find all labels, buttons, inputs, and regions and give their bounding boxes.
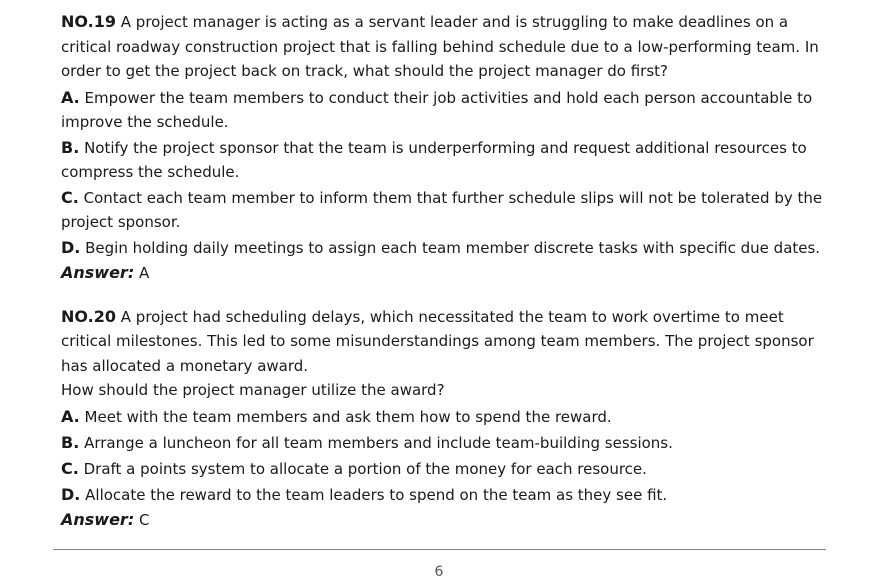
option-text: Notify the project sponsor that the team is underperforming and request additional resources to compress the schedule. — [61, 138, 807, 181]
question-number: NO.19 — [61, 12, 116, 31]
answer-line — [61, 261, 831, 285]
option-letter: B. — [61, 137, 80, 157]
page-number: 6 — [434, 564, 444, 580]
question-text: A project manager is acting as a servant leader and is struggling to make deadlines on a critical roadway construction project that is falling behind schedule due to a low-performing team. In order to get the project back on track, what should the project manager do first? — [61, 13, 819, 80]
option-a — [61, 86, 831, 134]
option-b — [61, 431, 831, 455]
question-stem — [61, 305, 831, 379]
question-text: A project had scheduling delays, which necessitated the team to work overtime to meet critical milestones. This led to some misunderstandings among team members. The project sponsor has allocated a monetary award. — [61, 307, 814, 375]
option-letter: C. — [61, 187, 79, 207]
answer-label: Answer: — [61, 509, 135, 529]
option-c — [61, 457, 831, 481]
option-letter: B. — [61, 432, 80, 452]
option-letter: A. — [61, 87, 80, 107]
document-page — [61, 10, 831, 532]
option-d — [61, 483, 831, 507]
option-letter: C. — [61, 458, 79, 478]
option-letter: D. — [61, 484, 81, 504]
option-text: Contact each team member to inform them that further schedule slips will not be tolerated by the project sponsor. — [61, 188, 823, 231]
option-a — [61, 405, 831, 429]
option-text: Arrange a luncheon for all team members and include team-building sessions. — [84, 433, 673, 452]
option-text: Empower the team members to conduct their job activities and hold each person accountable to improve the schedule. — [61, 88, 813, 131]
option-text: Begin holding daily meetings to assign each team member discrete tasks with specific due dates. — [85, 238, 821, 257]
option-d — [61, 236, 831, 260]
footer-divider — [53, 549, 826, 550]
question-19 — [61, 10, 831, 285]
option-text: Draft a points system to allocate a portion of the money for each resource. — [83, 459, 647, 478]
answer-value: A — [139, 263, 150, 282]
option-b — [61, 136, 831, 184]
option-text: Meet with the team members and ask them how to spend the reward. — [84, 407, 612, 426]
question-number: NO.20 — [61, 306, 116, 326]
answer-value: C — [139, 510, 150, 529]
answer-line — [61, 508, 831, 532]
option-text: Allocate the reward to the team leaders to spend on the team as they see fit. — [85, 485, 668, 504]
option-letter: A. — [61, 406, 80, 426]
option-letter: D. — [61, 237, 81, 257]
answer-label: Answer: — [61, 262, 135, 282]
question-20 — [61, 305, 831, 532]
option-c — [61, 186, 831, 234]
question-prompt: How should the project manager utilize the award? — [61, 381, 445, 399]
question-stem — [61, 10, 831, 84]
